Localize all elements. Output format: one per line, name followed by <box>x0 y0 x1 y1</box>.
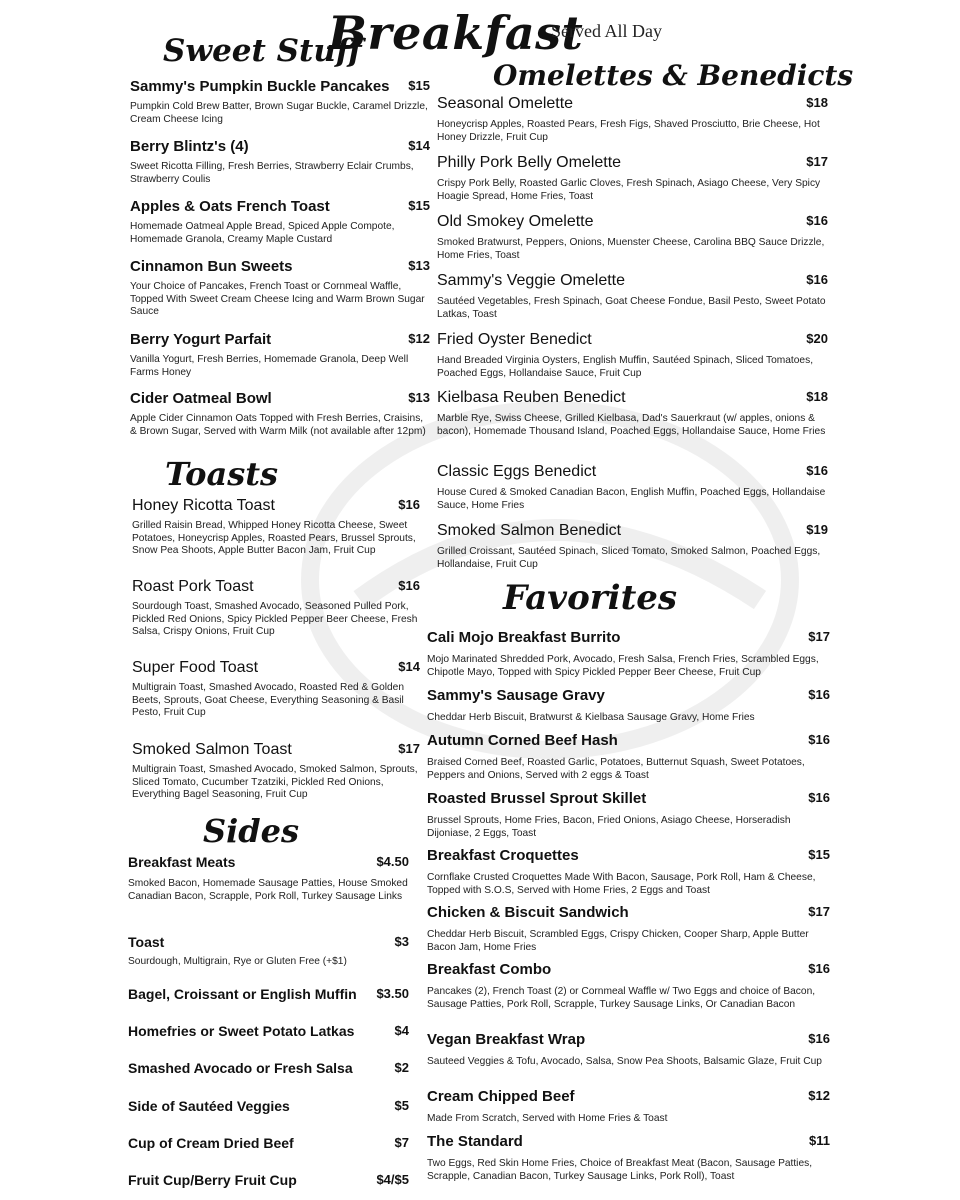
item-description: Apple Cider Cinnamon Oats Topped with Fresh Berries, Craisins, & Brown Sugar, Served with Warm Milk (not available after 12pm) <box>130 413 426 437</box>
item-description: Grilled Croissant, Sautéed Spinach, Sliced Tomato, Smoked Salmon, Poached Eggs, Hollandaise, Fruit Cup <box>437 546 821 570</box>
item-name: Philly Pork Belly Omelette <box>437 154 622 171</box>
menu-item <box>130 258 430 319</box>
menu-item <box>130 138 430 186</box>
item-description: Pancakes (2), French Toast (2) or Cornmeal Waffle w/ Two Eggs and choice of Bacon, Sausage Patties, Pork Roll, Scrapple, Turkey Sausage Links, Or Canadian Bacon <box>427 986 816 1010</box>
menu-item <box>437 331 828 380</box>
item-name: Side of Sautéed Veggies <box>128 1098 290 1114</box>
item-description: Cornflake Crusted Croquettes Made With Bacon, Sausage, Pork Roll, Ham & Cheese, Topped with S.O.S, Served with Home Fries, 2 Eggs and Toast <box>427 872 816 896</box>
item-description: Smoked Bratwurst, Peppers, Onions, Muenster Cheese, Carolina BBQ Sauce Drizzle, Home Fries, Toast <box>437 237 825 261</box>
item-name: Cream Chipped Beef <box>427 1088 575 1105</box>
menu-item <box>427 790 830 840</box>
menu-item <box>130 390 430 438</box>
item-price: $18 <box>806 389 828 404</box>
item-price: $18 <box>806 95 828 110</box>
item-description: Sautéed Vegetables, Fresh Spinach, Goat Cheese Fondue, Basil Pesto, Sweet Potato Latkas, Toast <box>437 296 826 320</box>
menu-title: Breakfast <box>328 6 584 60</box>
item-description: Sourdough Toast, Smashed Avocado, Seasoned Pulled Pork, Pickled Red Onions, Spicy Pickled Pepper Beer Cheese, Fresh Salsa, Crispy Onions, Fruit Cup <box>132 601 418 638</box>
item-description: Hand Breaded Virginia Oysters, English Muffin, Sautéed Spinach, Sliced Tomatoes, Poached Eggs, Hollandaise Sauce, Fruit Cup <box>437 355 814 379</box>
menu-item <box>427 687 830 725</box>
menu-item <box>437 389 828 438</box>
section-title-toasts: Toasts <box>165 455 279 493</box>
menu-item <box>132 578 420 639</box>
item-price: $17 <box>808 904 830 919</box>
item-price: $14 <box>398 659 420 674</box>
menu-item <box>427 1133 830 1183</box>
item-name: The Standard <box>427 1133 523 1150</box>
menu-item <box>128 1135 409 1151</box>
item-price: $13 <box>408 258 430 273</box>
menu-item <box>437 272 828 321</box>
item-description: Grilled Raisin Bread, Whipped Honey Ricotta Cheese, Sweet Potatoes, Honeycrisp Apples, Roasted Pears, Brussel Sprouts, Snow Pea Shoots, Apple Butter Bacon Jam, Fruit Cup <box>132 520 416 557</box>
item-description: Cheddar Herb Biscuit, Scrambled Eggs, Crispy Chicken, Cooper Sharp, Apple Butter Bacon Jam, Home Fries <box>427 929 809 953</box>
item-name: Roasted Brussel Sprout Skillet <box>427 790 647 807</box>
item-description: Your Choice of Pancakes, French Toast or Cornmeal Waffle, Topped With Sweet Cream Cheese Icing and Warm Brown Sugar Sauce <box>130 281 425 318</box>
item-price: $11 <box>809 1133 830 1148</box>
item-price: $4/$5 <box>376 1172 409 1187</box>
item-price: $15 <box>408 198 430 213</box>
item-name: Old Smokey Omelette <box>437 213 594 230</box>
item-description: Made From Scratch, Served with Home Fries & Toast <box>427 1113 668 1124</box>
menu-item <box>128 934 409 969</box>
menu-item <box>132 659 420 720</box>
menu-item <box>128 1098 409 1114</box>
item-price: $12 <box>808 1088 830 1103</box>
item-name: Sammy's Pumpkin Buckle Pancakes <box>130 78 390 95</box>
menu-item <box>128 854 409 903</box>
item-name: Berry Yogurt Parfait <box>130 331 272 348</box>
item-description: Mojo Marinated Shredded Pork, Avocado, Fresh Salsa, French Fries, Scrambled Eggs, Chipotle Mayo, Topped with Spicy Pickled Pepper Beer Cheese, Fruit Cup <box>427 654 819 678</box>
item-name: Smashed Avocado or Fresh Salsa <box>128 1060 353 1076</box>
item-description: Honeycrisp Apples, Roasted Pears, Fresh Figs, Shaved Prosciutto, Brie Cheese, Hot Honey Drizzle, Fruit Cup <box>437 119 820 143</box>
item-price: $12 <box>408 331 430 346</box>
item-price: $4 <box>394 1023 409 1038</box>
menu-item <box>128 986 409 1002</box>
item-name: Breakfast Combo <box>427 961 552 978</box>
item-name: Seasonal Omelette <box>437 95 574 112</box>
section-title-sweet: Sweet Stuff <box>163 33 362 69</box>
item-price: $16 <box>806 213 828 228</box>
item-price: $16 <box>398 497 420 512</box>
menu-item <box>437 95 828 144</box>
item-name: Roast Pork Toast <box>132 578 254 595</box>
item-description: Crispy Pork Belly, Roasted Garlic Cloves, Fresh Spinach, Asiago Cheese, Very Spicy Hoagie Spread, Home Fries, Toast <box>437 178 821 202</box>
item-price: $3 <box>394 934 409 949</box>
menu-item <box>437 463 828 512</box>
menu-item <box>128 1172 409 1188</box>
menu-item <box>427 629 830 679</box>
item-name: Classic Eggs Benedict <box>437 463 597 480</box>
item-name: Smoked Salmon Benedict <box>437 522 622 539</box>
item-description: Cheddar Herb Biscuit, Bratwurst & Kielbasa Sausage Gravy, Home Fries <box>427 712 755 723</box>
item-name: Fried Oyster Benedict <box>437 331 592 348</box>
item-name: Cinnamon Bun Sweets <box>130 258 293 275</box>
item-price: $19 <box>806 522 828 537</box>
item-name: Super Food Toast <box>132 659 259 676</box>
menu-item <box>130 78 430 126</box>
item-name: Berry Blintz's (4) <box>130 138 249 155</box>
item-name: Vegan Breakfast Wrap <box>427 1031 586 1048</box>
item-description: Multigrain Toast, Smashed Avocado, Roasted Red & Golden Beets, Sprouts, Goat Cheese, Everything Seasoning & Basil Pesto, Fruit Cup <box>132 682 405 719</box>
menu-item <box>132 741 420 802</box>
menu-item <box>437 522 828 571</box>
menu-item <box>427 732 830 782</box>
item-description: Vanilla Yogurt, Fresh Berries, Homemade Granola, Deep Well Farms Honey <box>130 354 409 378</box>
item-description: Sauteed Veggies & Tofu, Avocado, Salsa, Snow Pea Shoots, Balsamic Glaze, Fruit Cup <box>427 1056 822 1067</box>
item-name: Sammy's Veggie Omelette <box>437 272 626 289</box>
item-name: Breakfast Croquettes <box>427 847 579 864</box>
item-description: Sourdough, Multigrain, Rye or Gluten Free (+$1) <box>128 956 347 967</box>
item-description: Marble Rye, Swiss Cheese, Grilled Kielbasa, Dad's Sauerkraut (w/ apples, onions & bacon), Homemade Thousand Island, Poached Eggs, Hollandaise Sauce, Home Fries <box>437 413 826 437</box>
item-description: Multigrain Toast, Smashed Avocado, Smoked Salmon, Sprouts, Sliced Tomato, Cucumber Tzatziki, Pickled Red Onions, Everything Bagel Seasoning, Fruit Cup <box>132 764 418 801</box>
item-name: Fruit Cup/Berry Fruit Cup <box>128 1172 297 1188</box>
item-name: Chicken & Biscuit Sandwich <box>427 904 629 921</box>
item-price: $16 <box>808 732 830 747</box>
section-title-favorites: Favorites <box>503 578 678 618</box>
item-description: Two Eggs, Red Skin Home Fries, Choice of Breakfast Meat (Bacon, Sausage Patties, Scrapple, Canadian Bacon, Turkey Sausage Links, Pork Roll), Toast <box>427 1158 813 1182</box>
item-price: $13 <box>408 390 430 405</box>
item-description: Brussel Sprouts, Home Fries, Bacon, Fried Onions, Asiago Cheese, Horseradish Dijoniase, 2 Eggs, Toast <box>427 815 791 839</box>
menu-item <box>132 497 420 558</box>
item-name: Cali Mojo Breakfast Burrito <box>427 629 621 646</box>
item-price: $20 <box>806 331 828 346</box>
item-price: $16 <box>808 790 830 805</box>
item-price: $16 <box>808 961 830 976</box>
menu-item <box>427 1088 830 1126</box>
item-description: House Cured & Smoked Canadian Bacon, English Muffin, Poached Eggs, Hollandaise Sauce, Home Fries <box>437 487 826 511</box>
item-name: Breakfast Meats <box>128 854 236 870</box>
item-price: $14 <box>408 138 430 153</box>
item-price: $2 <box>394 1060 409 1075</box>
item-name: Cup of Cream Dried Beef <box>128 1135 294 1151</box>
item-name: Cider Oatmeal Bowl <box>130 390 272 407</box>
item-price: $3.50 <box>376 986 409 1001</box>
item-price: $16 <box>806 272 828 287</box>
item-price: $16 <box>808 687 830 702</box>
menu-item <box>437 154 828 203</box>
item-description: Pumpkin Cold Brew Batter, Brown Sugar Buckle, Caramel Drizzle, Cream Cheese Icing <box>130 101 428 125</box>
item-price: $15 <box>408 78 430 93</box>
item-name: Smoked Salmon Toast <box>132 741 292 758</box>
menu-subtitle: Served All Day <box>551 21 662 41</box>
item-price: $15 <box>808 847 830 862</box>
menu-item <box>427 1031 830 1069</box>
menu-item <box>130 198 430 246</box>
item-price: $17 <box>808 629 830 644</box>
item-price: $17 <box>398 741 420 756</box>
section-title-sides: Sides <box>203 812 300 850</box>
item-price: $7 <box>394 1135 409 1150</box>
item-name: Autumn Corned Beef Hash <box>427 732 618 749</box>
item-description: Smoked Bacon, Homemade Sausage Patties, House Smoked Canadian Bacon, Scrapple, Pork Roll, Turkey Sausage Links <box>128 878 408 902</box>
item-name: Honey Ricotta Toast <box>132 497 275 514</box>
item-name: Homefries or Sweet Potato Latkas <box>128 1023 355 1039</box>
item-description: Braised Corned Beef, Roasted Garlic, Potatoes, Butternut Squash, Sweet Potatoes, Peppers and Onions, Served with 2 eggs & Toast <box>427 757 805 781</box>
item-price: $16 <box>808 1031 830 1046</box>
item-price: $17 <box>806 154 828 169</box>
menu-item <box>128 1023 409 1039</box>
item-price: $5 <box>394 1098 409 1113</box>
item-price: $16 <box>398 578 420 593</box>
item-price: $16 <box>806 463 828 478</box>
item-name: Sammy's Sausage Gravy <box>427 687 605 704</box>
item-description: Sweet Ricotta Filling, Fresh Berries, Strawberry Eclair Crumbs, Strawberry Coulis <box>130 161 414 185</box>
item-name: Bagel, Croissant or English Muffin <box>128 986 357 1002</box>
menu-item <box>427 961 830 1011</box>
item-name: Apples & Oats French Toast <box>130 198 330 215</box>
item-price: $4.50 <box>376 854 409 869</box>
menu-item <box>437 213 828 262</box>
item-name: Kielbasa Reuben Benedict <box>437 389 626 406</box>
menu-item <box>128 1060 409 1076</box>
menu-item <box>130 331 430 379</box>
section-title-omelettes: Omelettes & Benedicts <box>493 59 854 92</box>
menu-item <box>427 847 830 897</box>
item-description: Homemade Oatmeal Apple Bread, Spiced Apple Compote, Homemade Granola, Creamy Maple Custard <box>130 221 395 245</box>
item-name: Toast <box>128 934 165 950</box>
menu-item <box>427 904 830 954</box>
